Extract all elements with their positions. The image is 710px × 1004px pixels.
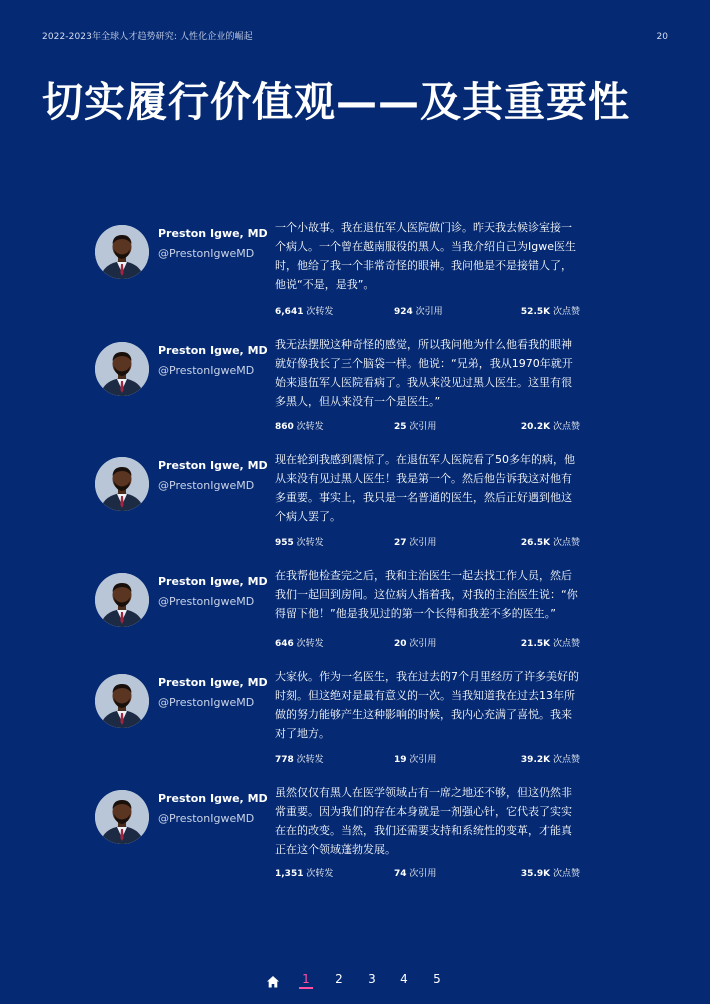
author-handle: @PrestonIgweMD bbox=[158, 595, 255, 608]
avatar bbox=[95, 674, 149, 728]
tweet-stats bbox=[275, 304, 580, 318]
author-name: Preston Igwe, MD bbox=[158, 459, 268, 472]
tweet-text: 一个小故事。我在退伍军人医院做门诊。昨天我去候诊室接一个病人。一个曾在越南服役的黑人。当我介绍自己为Igwe医生时，他给了我一个非常奇怪的眼神。我问他是不是接错人了，他说“不是，是我”。 bbox=[275, 221, 576, 291]
avatar bbox=[95, 225, 149, 279]
page-title: 切实履行价值观——及其重要性 bbox=[42, 78, 630, 126]
page-link-2[interactable]: 2 bbox=[335, 972, 343, 986]
avatar bbox=[95, 573, 149, 627]
tweet-stats bbox=[275, 866, 580, 880]
retweet-count: 1,351 次转发 bbox=[275, 869, 334, 879]
avatar bbox=[95, 457, 149, 511]
author-handle: @PrestonIgweMD bbox=[158, 479, 255, 492]
tweet-text: 在我帮他检查完之后，我和主治医生一起去找工作人员，然后我们一起回到房间。这位病人指着我，对我的主治医生说：“你得留下他！”他是我见过的第一个长得和我差不多的医生。” bbox=[275, 569, 578, 620]
tweet-stats bbox=[275, 535, 580, 549]
like-count: 39.2K 次点赞 bbox=[520, 755, 580, 765]
author-name: Preston Igwe, MD bbox=[158, 344, 268, 357]
retweet-count: 646 次转发 bbox=[275, 639, 324, 649]
quote-count: 25 次引用 bbox=[394, 422, 437, 432]
author-handle: @PrestonIgweMD bbox=[158, 696, 255, 709]
tweet-text: 现在轮到我感到震惊了。在退伍军人医院看了50多年的病，他从来没有见过黑人医生！我是第一个。然后他告诉我这对他有多重要。事实上，我只是一名普通的医生，然后正好遇到他这个病人罢了。 bbox=[275, 453, 575, 523]
author-name: Preston Igwe, MD bbox=[158, 575, 268, 588]
quote-count: 20 次引用 bbox=[394, 639, 437, 649]
tweet-stats bbox=[275, 419, 580, 433]
page-link-5[interactable]: 5 bbox=[433, 972, 441, 986]
like-count: 35.9K 次点赞 bbox=[520, 869, 580, 879]
like-count: 21.5K 次点赞 bbox=[520, 639, 580, 649]
home-icon[interactable] bbox=[266, 974, 280, 988]
tweet-text: 我无法摆脱这种奇怪的感觉，所以我问他为什么他看我的眼神就好像我长了三个脑袋一样。他说：“兄弟，我从1970年就开始来退伍军人医院看病了。我从来没见过黑人医生。这里有很多黑人，但从来没有一个是医生。” bbox=[275, 338, 573, 408]
page-number: 20 bbox=[656, 32, 668, 42]
pagination bbox=[262, 972, 452, 994]
author-name: Preston Igwe, MD bbox=[158, 227, 268, 240]
retweet-count: 6,641 次转发 bbox=[275, 307, 334, 317]
tweet-card bbox=[95, 338, 585, 452]
tweet-text: 大家伙。作为一名医生，我在过去的7个月里经历了许多美好的时刻。但这绝对是最有意义的一次。当我知道我在过去13年所做的努力能够产生这种影响的时候，我内心充满了喜悦。我来对了地方。 bbox=[275, 670, 579, 740]
page-link-1[interactable]: 1 bbox=[299, 972, 313, 989]
avatar bbox=[95, 342, 149, 396]
retweet-count: 955 次转发 bbox=[275, 538, 324, 548]
quote-count: 74 次引用 bbox=[394, 869, 437, 879]
author-handle: @PrestonIgweMD bbox=[158, 812, 255, 825]
retweet-count: 860 次转发 bbox=[275, 422, 324, 432]
author-name: Preston Igwe, MD bbox=[158, 676, 268, 689]
tweet-card bbox=[95, 670, 585, 784]
avatar bbox=[95, 790, 149, 844]
quote-count: 19 次引用 bbox=[394, 755, 437, 765]
like-count: 26.5K 次点赞 bbox=[520, 538, 580, 548]
tweet-card bbox=[95, 453, 585, 567]
tweet-card bbox=[95, 221, 585, 335]
retweet-count: 778 次转发 bbox=[275, 755, 324, 765]
page-link-4[interactable]: 4 bbox=[400, 972, 408, 986]
report-title: 2022-2023年全球人才趋势研究: 人性化企业的崛起 bbox=[42, 32, 253, 42]
author-name: Preston Igwe, MD bbox=[158, 792, 268, 805]
tweet-card bbox=[95, 786, 585, 900]
author-handle: @PrestonIgweMD bbox=[158, 364, 255, 377]
page-link-3[interactable]: 3 bbox=[368, 972, 376, 986]
tweet-stats bbox=[275, 636, 580, 650]
like-count: 52.5K 次点赞 bbox=[520, 307, 580, 317]
quote-count: 27 次引用 bbox=[394, 538, 437, 548]
tweet-text: 虽然仅仅有黑人在医学领域占有一席之地还不够，但这仍然非常重要。因为我们的存在本身就是一剂强心针，它代表了实实在在的改变。当然，我们还需要支持和系统性的变革，才能真正在这个领域蓬勃发展。 bbox=[275, 786, 572, 856]
author-handle: @PrestonIgweMD bbox=[158, 247, 255, 260]
like-count: 20.2K 次点赞 bbox=[520, 422, 580, 432]
quote-count: 924 次引用 bbox=[394, 307, 443, 317]
tweet-stats bbox=[275, 752, 580, 766]
